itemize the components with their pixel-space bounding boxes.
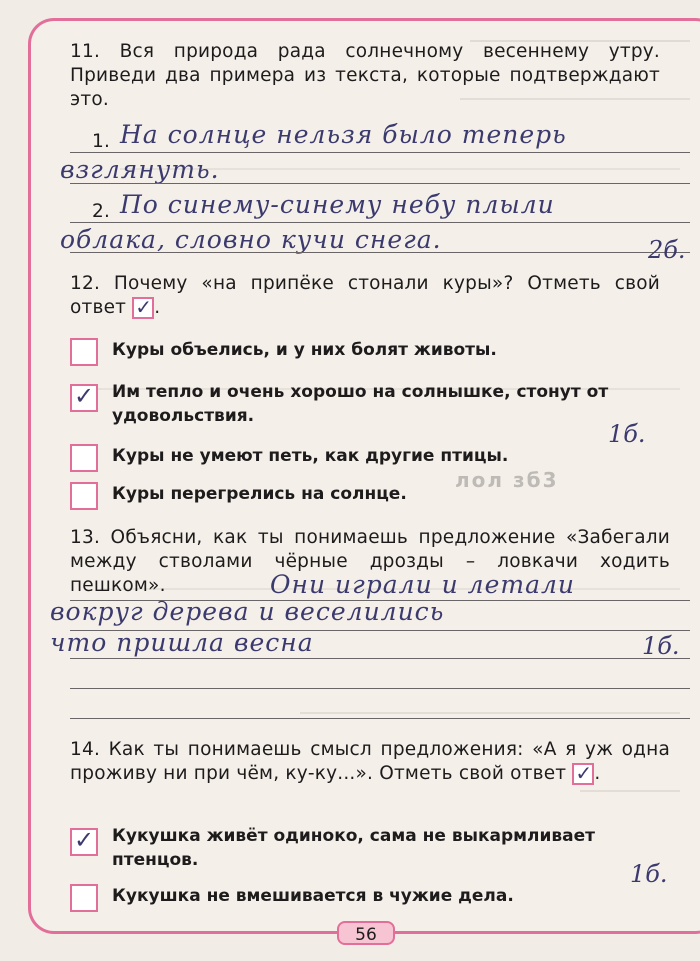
answer-line xyxy=(70,183,690,184)
question-11-text: 11. Вся природа рада солнечному весеннему утру. Приведи два примера из текста, которые подтверждают это. xyxy=(70,41,660,110)
answer-13-line1: Они играли и летали xyxy=(270,570,576,599)
score-14: 1б. xyxy=(630,860,668,888)
score-12: 1б. xyxy=(608,420,646,448)
checkbox-12-4[interactable] xyxy=(70,482,98,510)
answer-line xyxy=(70,658,690,659)
question-13-text: 13. Объясни, как ты понимаешь предложение «Забегали между стволами чёрные дрозды – ловкачи ходить пешком». xyxy=(70,527,670,596)
option-12-4[interactable] xyxy=(70,482,407,510)
option-14-1-text: Кукушка живёт одиноко, сама не выкармливает птенцов. xyxy=(112,826,596,870)
option-12-3[interactable] xyxy=(70,444,508,472)
check-icon: ✓ xyxy=(74,826,95,854)
answer-line xyxy=(70,718,690,719)
question-14-text xyxy=(70,738,670,786)
question-12-text xyxy=(70,272,660,320)
answer-13-line2: вокруг дерева и веселились xyxy=(50,597,445,626)
answer-11-2-line1: По синему-синему небу плыли xyxy=(120,190,555,219)
option-14-2-text: Кукушка не вмешивается в чужие дела. xyxy=(112,886,514,906)
check-icon: ✓ xyxy=(135,295,153,319)
watermark: лол зб3 xyxy=(455,468,559,492)
checkbox-12-2[interactable] xyxy=(70,384,98,412)
checkbox-14-1[interactable] xyxy=(70,828,98,856)
answer-11-2-number: 2. xyxy=(92,201,111,222)
answer-11-1-line1: На солнце нельзя было теперь xyxy=(120,120,567,149)
checkbox-12-1[interactable] xyxy=(70,338,98,366)
option-12-2[interactable] xyxy=(70,380,670,428)
option-14-1[interactable] xyxy=(70,824,670,872)
score-11: 2б. xyxy=(648,236,686,264)
sample-checkbox xyxy=(572,763,594,785)
answer-11-1-number: 1. xyxy=(92,131,111,152)
option-12-4-text: Куры перегрелись на солнце. xyxy=(112,484,407,504)
answer-line xyxy=(70,252,690,253)
option-14-2[interactable] xyxy=(70,884,514,912)
sample-checkbox xyxy=(132,297,154,319)
question-12-prompt: 12. Почему «на припёке стонали куры»? Отметь свой ответ xyxy=(70,273,660,318)
checkbox-14-2[interactable] xyxy=(70,884,98,912)
option-12-3-text: Куры не умеют петь, как другие птицы. xyxy=(112,446,509,466)
question-14-prompt: 14. Как ты понимаешь смысл предложения: «А я уж одна проживу ни при чём, ку-ку...». Отметь свой ответ xyxy=(70,739,670,784)
check-icon: ✓ xyxy=(74,382,95,410)
answer-11-2-line2: облака, словно кучи снега. xyxy=(60,225,442,254)
answer-13-line3: что пришла весна xyxy=(50,628,314,657)
page-number: 56 xyxy=(337,921,395,945)
option-12-1-text: Куры объелись, и у них болят животы. xyxy=(112,340,497,360)
answer-line xyxy=(70,152,690,153)
check-icon: ✓ xyxy=(575,761,593,785)
question-12-period: . xyxy=(154,297,161,318)
answer-line xyxy=(70,222,690,223)
option-12-2-text: Им тепло и очень хорошо на солнышке, стонут от удовольствия. xyxy=(112,382,609,426)
question-14-period: . xyxy=(594,763,601,784)
score-13: 1б. xyxy=(642,632,680,660)
option-12-1[interactable] xyxy=(70,338,497,366)
checkbox-12-3[interactable] xyxy=(70,444,98,472)
answer-11-1-line2: взглянуть. xyxy=(60,155,220,184)
answer-line xyxy=(70,688,690,689)
